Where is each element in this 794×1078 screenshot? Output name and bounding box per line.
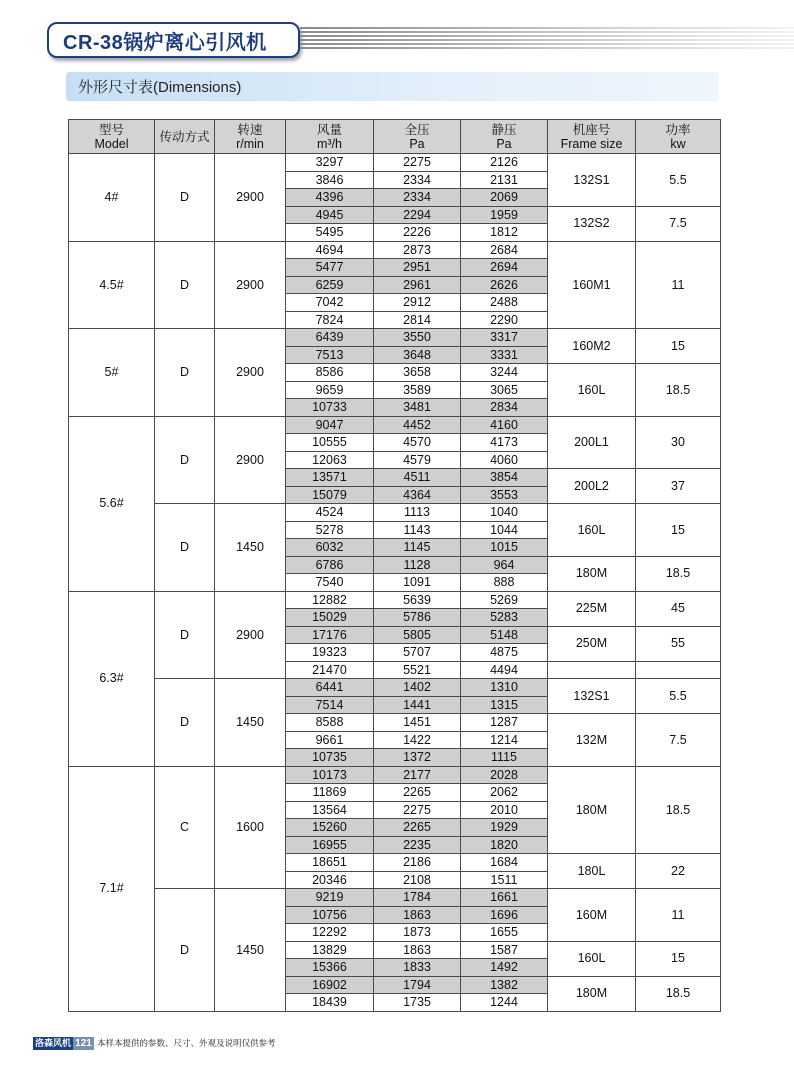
flow-cell: 15079 (286, 486, 374, 504)
total-pressure-cell: 5805 (374, 626, 461, 644)
flow-cell: 9659 (286, 381, 374, 399)
static-pressure-cell: 4173 (461, 434, 548, 452)
flow-cell: 10756 (286, 906, 374, 924)
flow-cell: 13829 (286, 941, 374, 959)
total-pressure-cell: 1863 (374, 906, 461, 924)
drive-cell: D (155, 504, 215, 592)
total-pressure-cell: 1441 (374, 696, 461, 714)
speed-cell: 2900 (215, 154, 286, 242)
frame-cell: 160M2 (548, 329, 636, 364)
static-pressure-cell: 1315 (461, 696, 548, 714)
flow-cell: 18439 (286, 994, 374, 1012)
static-pressure-cell: 1655 (461, 924, 548, 942)
static-pressure-cell: 1929 (461, 819, 548, 837)
flow-cell: 10555 (286, 434, 374, 452)
static-pressure-cell: 2069 (461, 189, 548, 207)
frame-cell: 200L2 (548, 469, 636, 504)
flow-cell: 3297 (286, 154, 374, 172)
total-pressure-cell: 4511 (374, 469, 461, 487)
static-pressure-cell: 1959 (461, 206, 548, 224)
static-pressure-cell: 1287 (461, 714, 548, 732)
flow-cell: 6032 (286, 539, 374, 557)
power-cell: 55 (636, 626, 721, 661)
total-pressure-cell: 4570 (374, 434, 461, 452)
section-title: 外形尺寸表(Dimensions) (78, 79, 242, 96)
footer-brand: 洛森风机 (34, 1038, 71, 1048)
static-pressure-cell: 888 (461, 574, 548, 592)
frame-cell: 132S2 (548, 206, 636, 241)
power-cell: 37 (636, 469, 721, 504)
total-pressure-cell: 5707 (374, 644, 461, 662)
flow-cell: 4524 (286, 504, 374, 522)
total-pressure-cell: 1422 (374, 731, 461, 749)
header-frame: 机座号 Frame size (548, 120, 636, 154)
flow-cell: 7513 (286, 346, 374, 364)
static-pressure-cell: 4875 (461, 644, 548, 662)
total-pressure-cell: 3648 (374, 346, 461, 364)
flow-cell: 12063 (286, 451, 374, 469)
speed-cell: 1600 (215, 766, 286, 889)
flow-cell: 9661 (286, 731, 374, 749)
total-pressure-cell: 4579 (374, 451, 461, 469)
static-pressure-cell: 2290 (461, 311, 548, 329)
drive-cell: C (155, 766, 215, 889)
total-pressure-cell: 1402 (374, 679, 461, 697)
static-pressure-cell: 2626 (461, 276, 548, 294)
flow-cell: 12292 (286, 924, 374, 942)
frame-cell: 160M1 (548, 241, 636, 329)
power-cell: 22 (636, 854, 721, 889)
total-pressure-cell: 5786 (374, 609, 461, 627)
header-speed: 转速 r/min (215, 120, 286, 154)
frame-cell: 132M (548, 714, 636, 767)
static-pressure-cell: 1310 (461, 679, 548, 697)
total-pressure-cell: 1863 (374, 941, 461, 959)
frame-cell: 160L (548, 364, 636, 417)
static-pressure-cell: 1015 (461, 539, 548, 557)
static-pressure-cell: 4160 (461, 416, 548, 434)
flow-cell: 20346 (286, 871, 374, 889)
flow-cell: 21470 (286, 661, 374, 679)
page-title-box (47, 22, 300, 58)
total-pressure-cell: 5639 (374, 591, 461, 609)
power-cell: 11 (636, 889, 721, 942)
model-cell: 6.3# (69, 591, 155, 766)
speed-cell: 2900 (215, 241, 286, 329)
frame-cell: 180M (548, 976, 636, 1011)
power-cell: 15 (636, 941, 721, 976)
power-cell: 5.5 (636, 679, 721, 714)
table-row (69, 504, 721, 522)
static-pressure-cell: 2126 (461, 154, 548, 172)
flow-cell: 6259 (286, 276, 374, 294)
total-pressure-cell: 2275 (374, 801, 461, 819)
flow-cell: 9219 (286, 889, 374, 907)
model-cell: 5# (69, 329, 155, 417)
page-title: CR-38锅炉离心引风机 (63, 31, 267, 54)
speed-cell: 2900 (215, 591, 286, 679)
static-pressure-cell: 1214 (461, 731, 548, 749)
power-cell: 11 (636, 241, 721, 329)
static-pressure-cell: 1244 (461, 994, 548, 1012)
total-pressure-cell: 2873 (374, 241, 461, 259)
total-pressure-cell: 5521 (374, 661, 461, 679)
frame-cell: 180M (548, 556, 636, 591)
model-cell: 5.6# (69, 416, 155, 591)
flow-cell: 11869 (286, 784, 374, 802)
flow-cell: 19323 (286, 644, 374, 662)
header-static-pressure: 静压 Pa (461, 120, 548, 154)
drive-cell: D (155, 154, 215, 242)
total-pressure-cell: 1794 (374, 976, 461, 994)
static-pressure-cell: 2488 (461, 294, 548, 312)
speed-cell: 1450 (215, 889, 286, 1012)
static-pressure-cell: 964 (461, 556, 548, 574)
total-pressure-cell: 2226 (374, 224, 461, 242)
static-pressure-cell: 3244 (461, 364, 548, 382)
power-cell: 18.5 (636, 766, 721, 854)
total-pressure-cell: 1784 (374, 889, 461, 907)
total-pressure-cell: 2334 (374, 171, 461, 189)
total-pressure-cell: 2951 (374, 259, 461, 277)
flow-cell: 9047 (286, 416, 374, 434)
drive-cell: D (155, 679, 215, 767)
speed-cell: 1450 (215, 679, 286, 767)
flow-cell: 8586 (286, 364, 374, 382)
flow-cell: 18651 (286, 854, 374, 872)
flow-cell: 5278 (286, 521, 374, 539)
static-pressure-cell: 1044 (461, 521, 548, 539)
power-cell: 18.5 (636, 556, 721, 591)
total-pressure-cell: 1372 (374, 749, 461, 767)
flow-cell: 17176 (286, 626, 374, 644)
total-pressure-cell: 2912 (374, 294, 461, 312)
static-pressure-cell: 1382 (461, 976, 548, 994)
flow-cell: 10735 (286, 749, 374, 767)
total-pressure-cell: 3589 (374, 381, 461, 399)
header-total-pressure: 全压 Pa (374, 120, 461, 154)
power-cell: 5.5 (636, 154, 721, 207)
frame-cell: 180M (548, 766, 636, 854)
total-pressure-cell: 2177 (374, 766, 461, 784)
flow-cell: 15260 (286, 819, 374, 837)
frame-cell: 160M (548, 889, 636, 942)
flow-cell: 13571 (286, 469, 374, 487)
speed-cell: 2900 (215, 416, 286, 504)
frame-cell: 200L1 (548, 416, 636, 469)
flow-cell: 5495 (286, 224, 374, 242)
flow-cell: 4694 (286, 241, 374, 259)
total-pressure-cell: 1873 (374, 924, 461, 942)
total-pressure-cell: 2186 (374, 854, 461, 872)
total-pressure-cell: 2265 (374, 819, 461, 837)
drive-cell: D (155, 889, 215, 1012)
flow-cell: 10173 (286, 766, 374, 784)
flow-cell: 12882 (286, 591, 374, 609)
drive-cell: D (155, 329, 215, 417)
static-pressure-cell: 1040 (461, 504, 548, 522)
frame-cell: 250M (548, 626, 636, 661)
flow-cell: 4396 (286, 189, 374, 207)
total-pressure-cell: 1145 (374, 539, 461, 557)
power-cell: 18.5 (636, 976, 721, 1011)
static-pressure-cell: 5283 (461, 609, 548, 627)
static-pressure-cell: 5148 (461, 626, 548, 644)
total-pressure-cell: 1143 (374, 521, 461, 539)
static-pressure-cell: 1587 (461, 941, 548, 959)
static-pressure-cell: 1661 (461, 889, 548, 907)
total-pressure-cell: 2235 (374, 836, 461, 854)
drive-cell: D (155, 591, 215, 679)
total-pressure-cell: 3658 (374, 364, 461, 382)
flow-cell: 6439 (286, 329, 374, 347)
power-cell: 15 (636, 329, 721, 364)
flow-cell: 6786 (286, 556, 374, 574)
total-pressure-cell: 2275 (374, 154, 461, 172)
total-pressure-cell: 2961 (374, 276, 461, 294)
total-pressure-cell: 4452 (374, 416, 461, 434)
page-footer (0, 1034, 794, 1052)
frame-cell (548, 661, 636, 679)
total-pressure-cell: 4364 (374, 486, 461, 504)
total-pressure-cell: 3481 (374, 399, 461, 417)
static-pressure-cell: 3317 (461, 329, 548, 347)
static-pressure-cell: 2010 (461, 801, 548, 819)
table-row (69, 329, 721, 347)
static-pressure-cell: 1115 (461, 749, 548, 767)
frame-cell: 180L (548, 854, 636, 889)
static-pressure-cell: 1820 (461, 836, 548, 854)
static-pressure-cell: 3553 (461, 486, 548, 504)
static-pressure-cell: 2834 (461, 399, 548, 417)
static-pressure-cell: 2684 (461, 241, 548, 259)
total-pressure-cell: 2294 (374, 206, 461, 224)
static-pressure-cell: 1511 (461, 871, 548, 889)
frame-cell: 160L (548, 504, 636, 557)
flow-cell: 3846 (286, 171, 374, 189)
total-pressure-cell: 3550 (374, 329, 461, 347)
table-row (69, 889, 721, 907)
total-pressure-cell: 1113 (374, 504, 461, 522)
drive-cell: D (155, 241, 215, 329)
power-cell: 18.5 (636, 364, 721, 417)
table-row (69, 416, 721, 434)
static-pressure-cell: 2694 (461, 259, 548, 277)
static-pressure-cell: 1812 (461, 224, 548, 242)
flow-cell: 6441 (286, 679, 374, 697)
section-header (66, 72, 719, 101)
flow-cell: 4945 (286, 206, 374, 224)
drive-cell: D (155, 416, 215, 504)
static-pressure-cell: 3331 (461, 346, 548, 364)
table-row (69, 766, 721, 784)
power-cell: 30 (636, 416, 721, 469)
power-cell (636, 661, 721, 679)
flow-cell: 15366 (286, 959, 374, 977)
total-pressure-cell: 2814 (374, 311, 461, 329)
page-number: 121 (73, 1037, 94, 1050)
dimensions-table (68, 119, 721, 1012)
static-pressure-cell: 1684 (461, 854, 548, 872)
flow-cell: 16902 (286, 976, 374, 994)
static-pressure-cell: 2062 (461, 784, 548, 802)
static-pressure-cell: 3854 (461, 469, 548, 487)
total-pressure-cell: 1451 (374, 714, 461, 732)
table-row (69, 241, 721, 259)
speed-cell: 1450 (215, 504, 286, 592)
static-pressure-cell: 2028 (461, 766, 548, 784)
header-flow: 风量 m³/h (286, 120, 374, 154)
footer-note: 本样本提供的参数、尺寸、外观及说明仅供参考 (97, 1038, 276, 1048)
frame-cell: 132S1 (548, 679, 636, 714)
total-pressure-cell: 2265 (374, 784, 461, 802)
power-cell: 7.5 (636, 714, 721, 767)
frame-cell: 225M (548, 591, 636, 626)
static-pressure-cell: 1492 (461, 959, 548, 977)
flow-cell: 5477 (286, 259, 374, 277)
total-pressure-cell: 1735 (374, 994, 461, 1012)
total-pressure-cell: 2108 (374, 871, 461, 889)
frame-cell: 132S1 (548, 154, 636, 207)
static-pressure-cell: 4060 (461, 451, 548, 469)
flow-cell: 7514 (286, 696, 374, 714)
static-pressure-cell: 3065 (461, 381, 548, 399)
power-cell: 45 (636, 591, 721, 626)
static-pressure-cell: 2131 (461, 171, 548, 189)
flow-cell: 7824 (286, 311, 374, 329)
title-stripes (300, 27, 794, 53)
table-header-row (69, 120, 721, 154)
model-cell: 4# (69, 154, 155, 242)
flow-cell: 10733 (286, 399, 374, 417)
power-cell: 7.5 (636, 206, 721, 241)
flow-cell: 15029 (286, 609, 374, 627)
speed-cell: 2900 (215, 329, 286, 417)
table-row (69, 154, 721, 172)
flow-cell: 13564 (286, 801, 374, 819)
flow-cell: 16955 (286, 836, 374, 854)
total-pressure-cell: 1833 (374, 959, 461, 977)
total-pressure-cell: 1128 (374, 556, 461, 574)
model-cell: 7.1# (69, 766, 155, 1011)
header-drive: 传动方式 (155, 120, 215, 154)
static-pressure-cell: 1696 (461, 906, 548, 924)
table-row (69, 591, 721, 609)
flow-cell: 7042 (286, 294, 374, 312)
flow-cell: 7540 (286, 574, 374, 592)
header-model: 型号 Model (69, 120, 155, 154)
table-row (69, 679, 721, 697)
total-pressure-cell: 1091 (374, 574, 461, 592)
static-pressure-cell: 5269 (461, 591, 548, 609)
flow-cell: 8588 (286, 714, 374, 732)
static-pressure-cell: 4494 (461, 661, 548, 679)
model-cell: 4.5# (69, 241, 155, 329)
power-cell: 15 (636, 504, 721, 557)
total-pressure-cell: 2334 (374, 189, 461, 207)
frame-cell: 160L (548, 941, 636, 976)
header-power: 功率 kw (636, 120, 721, 154)
